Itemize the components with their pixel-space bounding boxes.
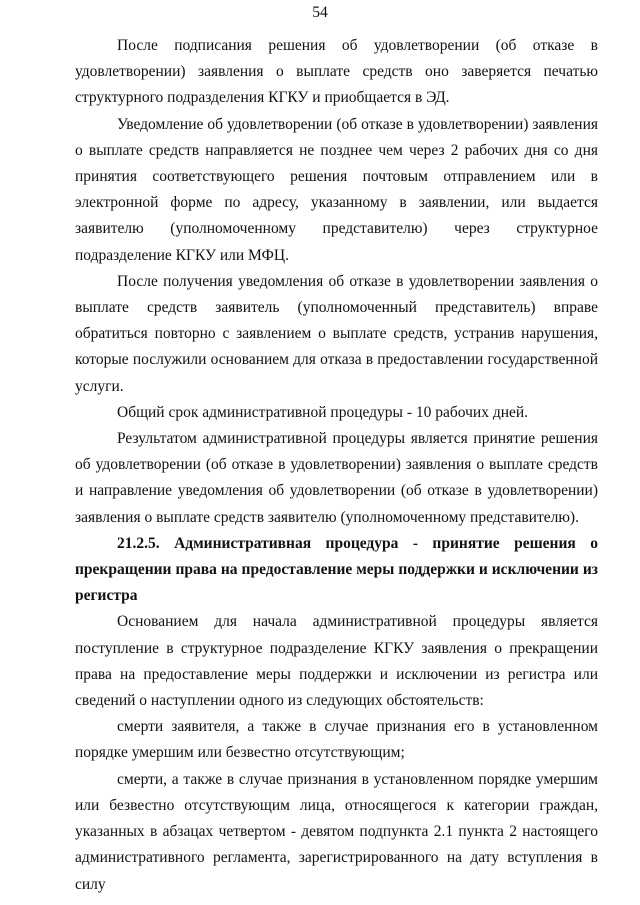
list-item: смерти, а также в случае признания в установленном порядке умершим или безвестно отсутствующим лица, относящегося к категории граждан, указанных в абзацах четвертом - девятом подпункта 2.1 пункта 2 настоящего административного регламента, зарегистрированного на дату вступления в силу (75, 770, 598, 893)
list-item: смерти заявителя, а также в случае признания его в установленном порядке умершим или безвестно отсутствующим; (75, 718, 598, 762)
paragraph: Результатом административной процедуры является принятие решения об удовлетворении (об отказе в удовлетворении) заявления о выплате средств и направление уведомления об удовлетворении (об отказе в удовлетворении) заявления о выплате средств заявителю (уполномоченному представителю). (75, 430, 598, 526)
paragraph: После подписания решения об удовлетворении (об отказе в удовлетворении) заявления о выплате средств оно заверяется печатью структурного подразделения КГКУ и приобщается в ЭД. (75, 37, 598, 107)
paragraph: После получения уведомления об отказе в удовлетворении заявления о выплате средств заявитель (уполномоченный представитель) вправе обратиться повторно с заявлением о выплате средств, устранив нарушения, которые послужили основанием для отказа в предоставлении государственной услуги. (75, 272, 598, 395)
section-heading: 21.2.5. Административная процедура - принятие решения о прекращении права на предоставление меры поддержки и исключении из регистра (75, 534, 598, 605)
paragraph: Общий срок административной процедуры - 10 рабочих дней. (117, 403, 529, 421)
paragraph: Уведомление об удовлетворении (об отказе в удовлетворении) заявления о выплате средств направляется не позднее чем через 2 рабочих дня со дня принятия соответствующего решения почтовым отправлением или в электронной форме по адресу, указанному в заявлении, или выдается заявителю (уполномоченному представителю) через структурное подразделение КГКУ или МФЦ. (75, 115, 598, 264)
page-number: 54 (312, 4, 328, 21)
paragraph: Основанием для начала административной процедуры является поступление в структурное подразделение КГКУ заявления о прекращении права на предоставление меры поддержки и исключении из регистра или сведений о наступлении одного из следующих обстоятельств: (75, 613, 598, 710)
document-body (75, 33, 598, 898)
